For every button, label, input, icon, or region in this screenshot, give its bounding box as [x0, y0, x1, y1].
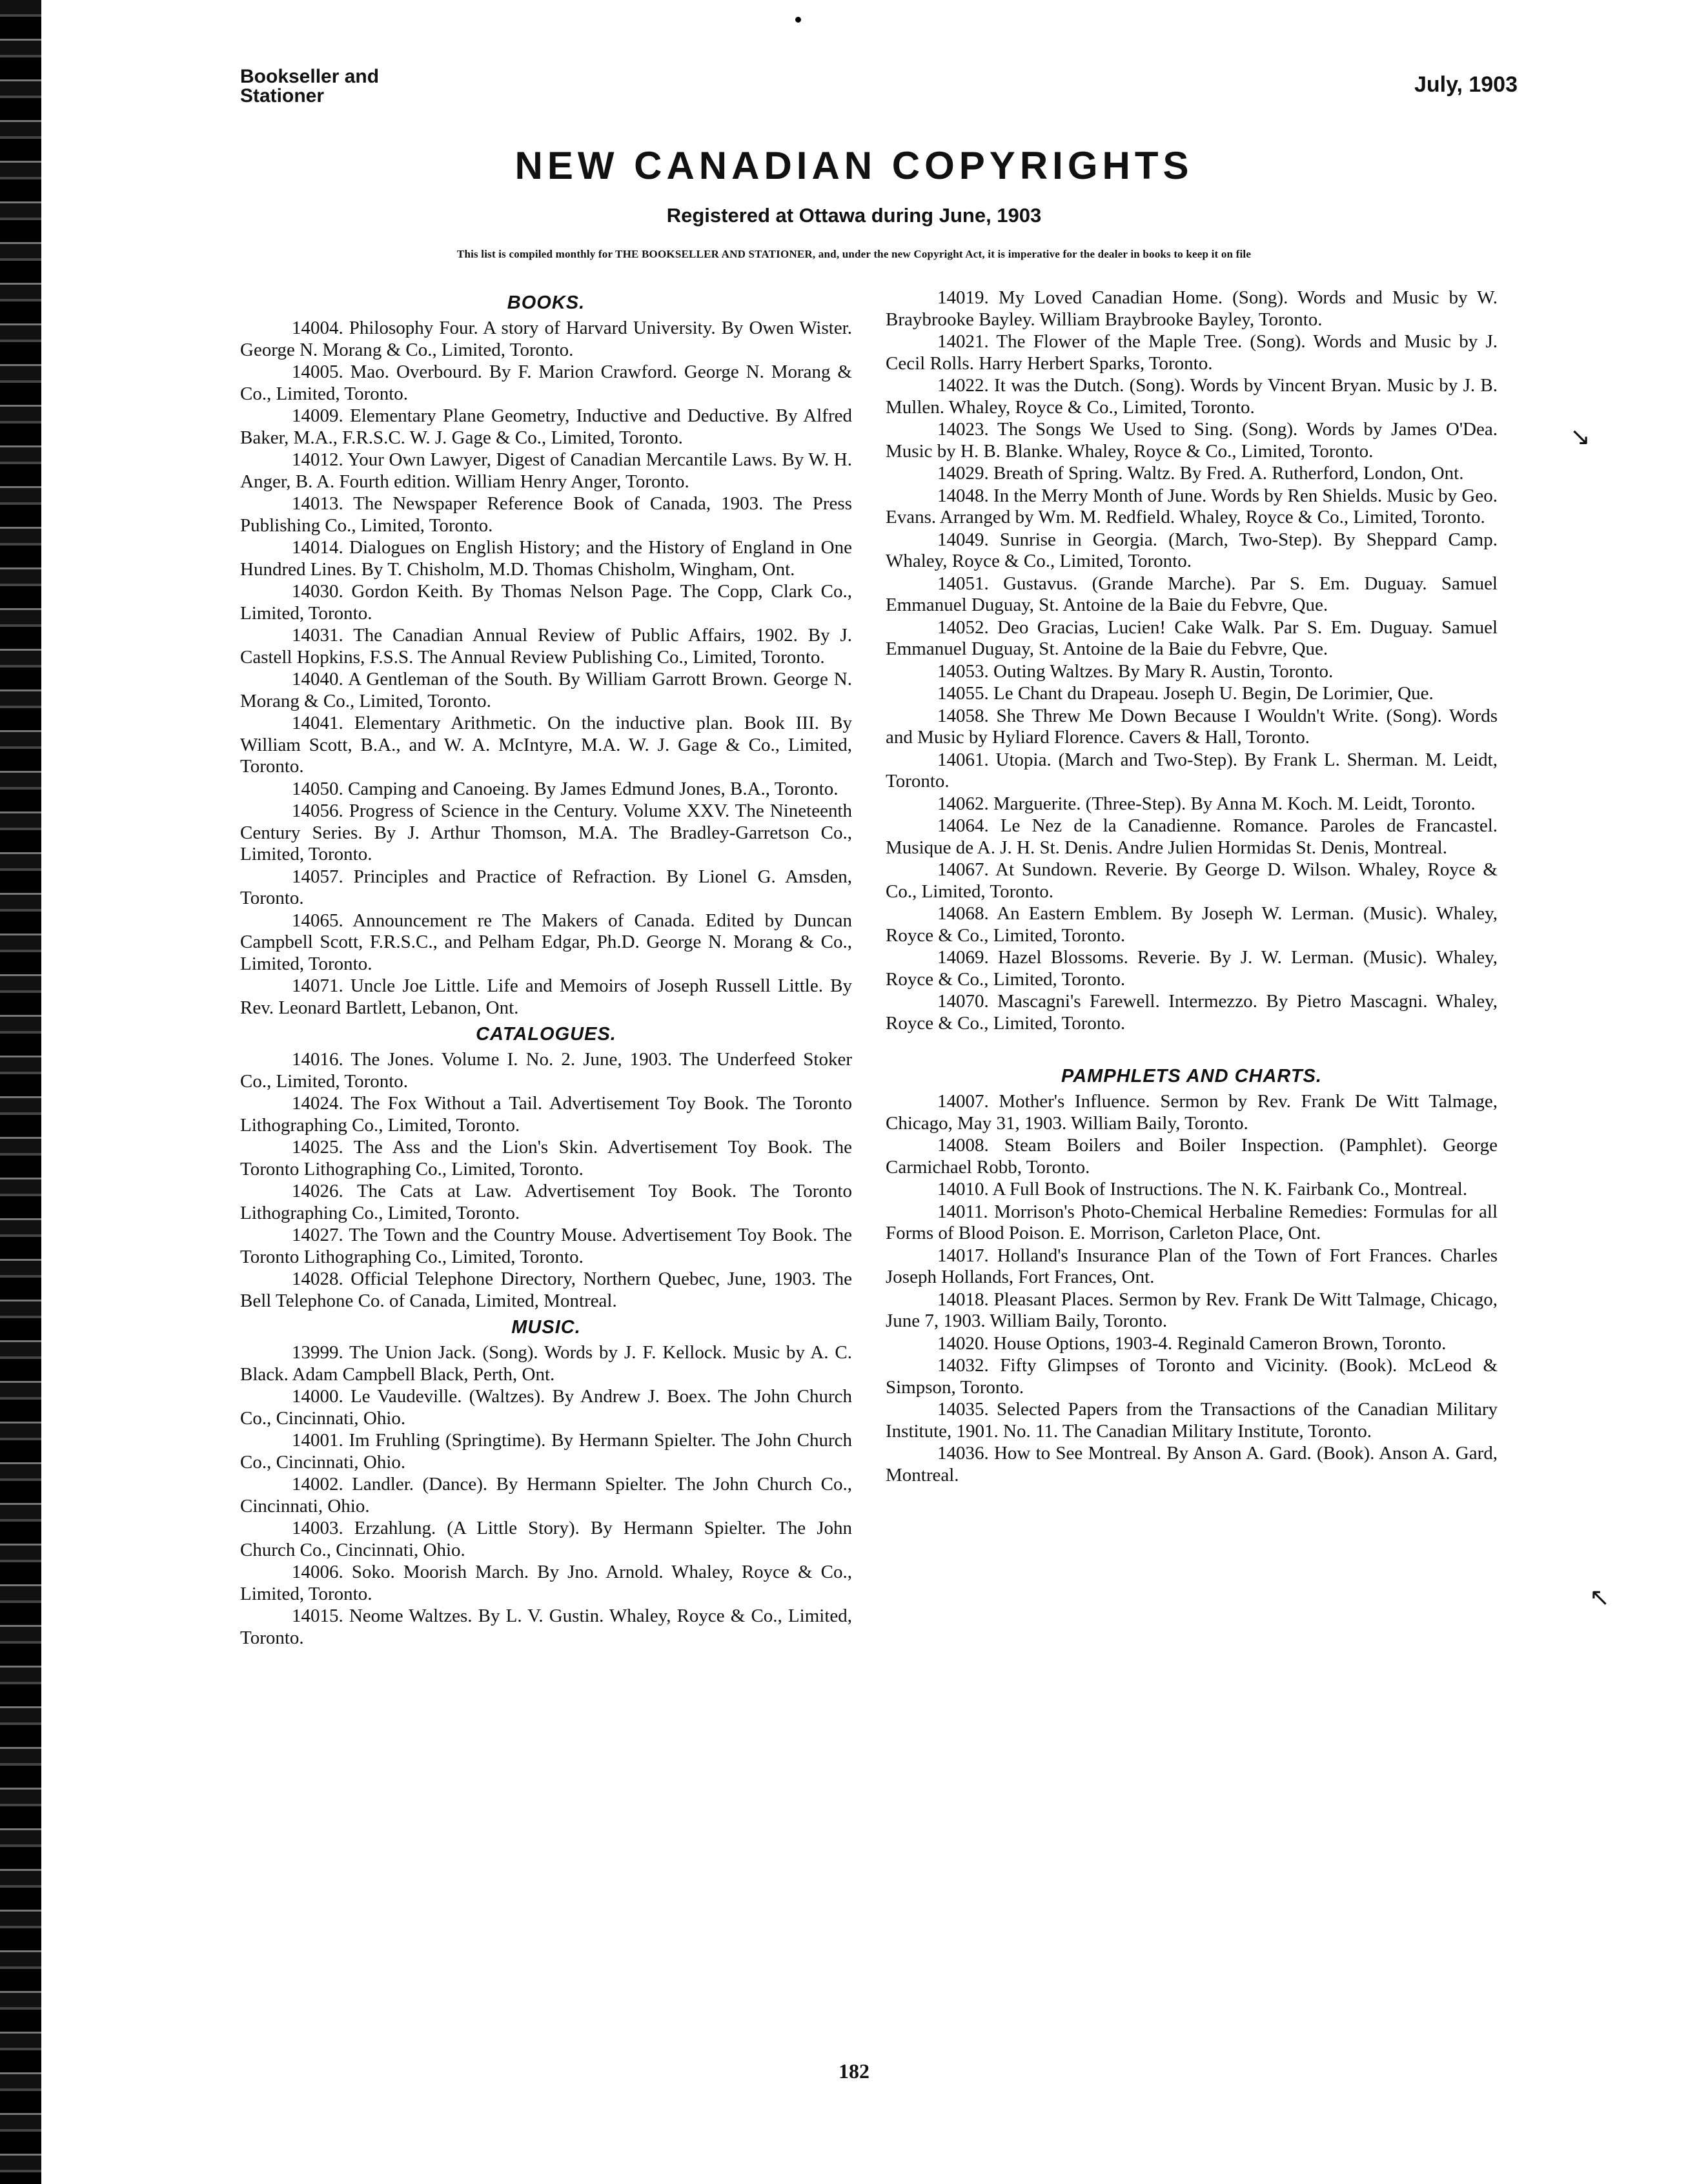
- copyright-entry: 14029. Breath of Spring. Waltz. By Fred. A. Rutherford, London, Ont.: [937, 463, 1464, 484]
- catalogues-list: [240, 1049, 852, 1312]
- section-heading-pamphlets: PAMPHLETS AND CHARTS.: [1061, 1066, 1322, 1087]
- copyright-entry: 14068. An Eastern Emblem. By Joseph W. Lerman. (Music). Whaley, Royce & Co., Limited, Toronto.: [886, 903, 1498, 946]
- page-number: 182: [839, 2059, 869, 2083]
- copyright-entry: 14050. Camping and Canoeing. By James Edmund Jones, B.A., Toronto.: [292, 778, 839, 799]
- books-list: [240, 318, 852, 1019]
- copyright-entry: 14035. Selected Papers from the Transactions of the Canadian Military Institute, 1901. No. 11. The Canadian Military Institute, Toronto.: [886, 1399, 1498, 1442]
- copyright-entry: 14016. The Jones. Volume I. No. 2. June, 1903. The Underfeed Stoker Co., Limited, Toronto.: [240, 1049, 852, 1092]
- copyright-entry: 14061. Utopia. (March and Two-Step). By Frank L. Sherman. M. Leidt, Toronto.: [886, 749, 1498, 791]
- issue-date: July, 1903: [1414, 72, 1518, 97]
- copyright-entry: 14023. The Songs We Used to Sing. (Song). Words by James O'Dea. Music by H. B. Blanke. Whaley, Royce & Co., Limited, Toronto.: [886, 419, 1498, 462]
- copyright-entry: 14030. Gordon Keith. By Thomas Nelson Page. The Copp, Clark Co., Limited, Toronto.: [240, 581, 852, 624]
- copyright-entry: 14067. At Sundown. Reverie. By George D. Wilson. Whaley, Royce & Co., Limited, Toronto.: [886, 859, 1498, 902]
- copyright-entry: 14040. A Gentleman of the South. By William Garrott Brown. George N. Morang & Co., Limited, Toronto.: [240, 669, 852, 711]
- copyright-entry: 14003. Erzahlung. (A Little Story). By Hermann Spielter. The John Church Co., Cincinnati, Ohio.: [240, 1518, 852, 1560]
- copyright-entry: 14053. Outing Waltzes. By Mary R. Austin, Toronto.: [937, 660, 1334, 682]
- copyright-entry: 14051. Gustavus. (Grande Marche). Par S. Em. Duguay. Samuel Emmanuel Duguay, St. Antoine de la Baie du Febvre, Que.: [886, 573, 1498, 615]
- copyright-entry: 14055. Le Chant du Drapeau. Joseph U. Begin, De Lorimier, Que.: [937, 683, 1434, 704]
- copyright-entry: 14007. Mother's Influence. Sermon by Rev. Frank De Witt Talmage, Chicago, May 31, 1903. William Baily, Toronto.: [886, 1091, 1498, 1134]
- copyright-entry: 14058. She Threw Me Down Because I Wouldn't Write. (Song). Words and Music by Hyliard Florence. Cavers & Hall, Toronto.: [886, 705, 1498, 748]
- left-column: [240, 287, 852, 1649]
- copyright-entry: 14019. My Loved Canadian Home. (Song). Words and Music by W. Braybrooke Bayley. William Braybrooke Bayley, Toronto.: [886, 287, 1498, 330]
- pamphlets-list: [886, 1091, 1498, 1486]
- copyright-entry: 14070. Mascagni's Farewell. Intermezzo. By Pietro Mascagni. Whaley, Royce & Co., Limited, Toronto.: [886, 991, 1498, 1034]
- music-list-part-2: [886, 287, 1498, 1034]
- section-heading-music: MUSIC.: [511, 1317, 581, 1338]
- section-spacer: [886, 1035, 1498, 1061]
- publication-name-line: Stationer: [240, 85, 325, 107]
- publication-name-line: Bookseller and: [240, 66, 380, 87]
- copyright-entry: 14032. Fifty Glimpses of Toronto and Vicinity. (Book). McLeod & Simpson, Toronto.: [886, 1355, 1498, 1398]
- copyright-entry: 14062. Marguerite. (Three-Step). By Anna M. Koch. M. Leidt, Toronto.: [937, 793, 1476, 814]
- binding-edge: [0, 0, 41, 2184]
- list-note: This list is compiled monthly for THE BOOKSELLER AND STATIONER, and, under the new Copyright Act, it is imperative for the dealer in books to keep it on file: [456, 248, 1252, 260]
- copyright-entry: 14008. Steam Boilers and Boiler Inspection. (Pamphlet). George Carmichael Robb, Toronto.: [886, 1135, 1498, 1178]
- right-column: [886, 287, 1498, 1487]
- copyright-entry: 14069. Hazel Blossoms. Reverie. By J. W. Lerman. (Music). Whaley, Royce & Co., Limited, Toronto.: [886, 947, 1498, 990]
- copyright-entry: 14065. Announcement re The Makers of Canada. Edited by Duncan Campbell Scott, F.R.S.C., and Pelham Edgar, Ph.D. George N. Morang & Co., Limited, Toronto.: [240, 910, 852, 974]
- copyright-entry: 14071. Uncle Joe Little. Life and Memoirs of Joseph Russell Little. By Rev. Leonard Bartlett, Lebanon, Ont.: [240, 975, 852, 1018]
- copyright-entry: 14036. How to See Montreal. By Anson A. Gard. (Book). Anson A. Gard, Montreal.: [886, 1443, 1498, 1485]
- section-heading-books: BOOKS.: [507, 292, 585, 313]
- copyright-entry: 14000. Le Vaudeville. (Waltzes). By Andrew J. Boex. The John Church Co., Cincinnati, Ohio.: [240, 1386, 852, 1429]
- copyright-entry: 14015. Neome Waltzes. By L. V. Gustin. Whaley, Royce & Co., Limited, Toronto.: [240, 1606, 852, 1648]
- copyright-entry: 14026. The Cats at Law. Advertisement Toy Book. The Toronto Lithographing Co., Limited, Toronto.: [240, 1181, 852, 1223]
- copyright-entry: 14049. Sunrise in Georgia. (March, Two-Step). By Sheppard Camp. Whaley, Royce & Co., Limited, Toronto.: [886, 529, 1498, 571]
- copyright-entry: 14020. House Options, 1903-4. Reginald Cameron Brown, Toronto.: [937, 1332, 1447, 1354]
- copyright-entry: 14031. The Canadian Annual Review of Public Affairs, 1902. By J. Castell Hopkins, F.S.S. The Annual Review Publishing Co., Limited, Toronto.: [240, 625, 852, 668]
- copyright-entry: 13999. The Union Jack. (Song). Words by J. F. Kellock. Music by A. C. Black. Adam Campbell Black, Perth, Ont.: [240, 1342, 852, 1385]
- music-list-part-1: [240, 1342, 852, 1649]
- copyright-entry: 14052. Deo Gracias, Lucien! Cake Walk. Par S. Em. Duguay. Samuel Emmanuel Duguay, St. Antoine de la Baie du Febvre, Que.: [886, 617, 1498, 659]
- copyright-entry: 14013. The Newspaper Reference Book of Canada, 1903. The Press Publishing Co., Limited, Toronto.: [240, 493, 852, 536]
- margin-mark: ↘: [1570, 422, 1591, 451]
- margin-mark: ↖: [1589, 1583, 1610, 1611]
- copyright-entry: 14022. It was the Dutch. (Song). Words by Vincent Bryan. Music by J. B. Mullen. Whaley, Royce & Co., Limited, Toronto.: [886, 375, 1498, 418]
- copyright-entry: 14024. The Fox Without a Tail. Advertisement Toy Book. The Toronto Lithographing Co., Limited, Toronto.: [240, 1093, 852, 1136]
- copyright-entry: 14048. In the Merry Month of June. Words by Ren Shields. Music by Geo. Evans. Arranged by Wm. M. Redfield. Whaley, Royce & Co., Limited, Toronto.: [886, 485, 1498, 527]
- copyright-entry: 14056. Progress of Science in the Century. Volume XXV. The Nineteenth Century Series. By J. Arthur Thomson, M.A. The Bradley-Garretson Co., Limited, Toronto.: [240, 801, 852, 864]
- copyright-entry: 14011. Morrison's Photo-Chemical Herbaline Remedies: Formulas for all Forms of Blood Poison. E. Morrison, Carleton Place, Ont.: [886, 1201, 1498, 1243]
- copyright-entry: 14041. Elementary Arithmetic. On the inductive plan. Book III. By William Scott, B.A., and W. A. McIntyre, M.A. W. J. Gage & Co., Limited, Toronto.: [240, 713, 852, 777]
- copyright-entry: 14057. Principles and Practice of Refraction. By Lionel G. Amsden, Toronto.: [240, 866, 852, 908]
- copyright-entry: 14009. Elementary Plane Geometry, Inductive and Deductive. By Alfred Baker, M.A., F.R.S.C. W. J. Gage & Co., Limited, Toronto.: [240, 405, 852, 448]
- copyright-entry: 14064. Le Nez de la Canadienne. Romance. Paroles de Francastel. Musique de A. J. H. St. Denis. Andre Julien Hormidas St. Denis, Montreal.: [886, 815, 1498, 858]
- page-subtitle: Registered at Ottawa during June, 1903: [666, 204, 1042, 227]
- copyright-entry: 14012. Your Own Lawyer, Digest of Canadian Mercantile Laws. By W. H. Anger, B. A. Fourth edition. William Henry Anger, Toronto.: [240, 449, 852, 492]
- copyright-entry: 14017. Holland's Insurance Plan of the Town of Fort Frances. Charles Joseph Hollands, Fort Frances, Ont.: [886, 1245, 1498, 1287]
- copyright-entry: 14018. Pleasant Places. Sermon by Rev. Frank De Witt Talmage, Chicago, June 7, 1903. William Baily, Toronto.: [886, 1289, 1498, 1331]
- copyright-entry: 14002. Landler. (Dance). By Hermann Spielter. The John Church Co., Cincinnati, Ohio.: [240, 1474, 852, 1516]
- copyright-entry: 14025. The Ass and the Lion's Skin. Advertisement Toy Book. The Toronto Lithographing Co., Limited, Toronto.: [240, 1137, 852, 1179]
- copyright-entry: 14010. A Full Book of Instructions. The N. K. Fairbank Co., Montreal.: [937, 1179, 1468, 1199]
- copyright-entry: 14014. Dialogues on English History; and the History of England in One Hundred Lines. By T. Chisholm, M.D. Thomas Chisholm, Wingham, Ont.: [240, 537, 852, 580]
- copyright-entry: 14021. The Flower of the Maple Tree. (Song). Words and Music by J. Cecil Rolls. Harry Herbert Sparks, Toronto.: [886, 331, 1498, 374]
- section-heading-catalogues: CATALOGUES.: [476, 1024, 616, 1045]
- copyright-entry: 14004. Philosophy Four. A story of Harvard University. By Owen Wister. George N. Morang & Co., Limited, Toronto.: [240, 318, 852, 360]
- copyright-entry: 14001. Im Fruhling (Springtime). By Hermann Spielter. The John Church Co., Cincinnati, Ohio.: [240, 1430, 852, 1473]
- publication-name: [240, 67, 379, 106]
- copyright-entry: 14028. Official Telephone Directory, Northern Quebec, June, 1903. The Bell Telephone Co. of Canada, Limited, Montreal.: [240, 1269, 852, 1311]
- page-title: NEW CANADIAN COPYRIGHTS: [514, 144, 1194, 187]
- copyright-entry: 14006. Soko. Moorish March. By Jno. Arnold. Whaley, Royce & Co., Limited, Toronto.: [240, 1562, 852, 1604]
- copyright-entry: 14005. Mao. Overbourd. By F. Marion Crawford. George N. Morang & Co., Limited, Toronto.: [240, 362, 852, 404]
- punch-mark: [795, 17, 801, 23]
- copyright-entry: 14027. The Town and the Country Mouse. Advertisement Toy Book. The Toronto Lithographing Co., Limited, Toronto.: [240, 1225, 852, 1267]
